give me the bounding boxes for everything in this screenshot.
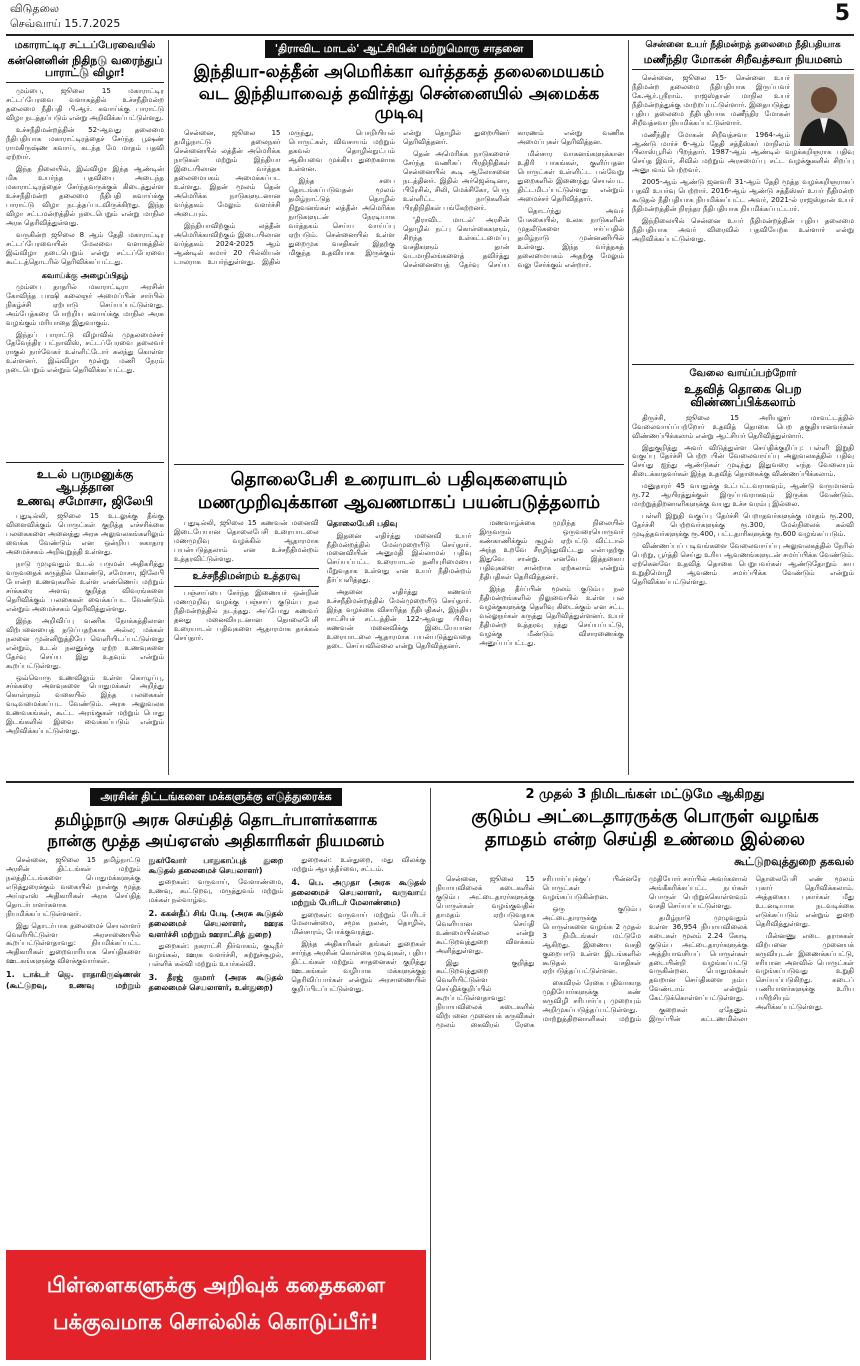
paragraph: இந்தியாவிற்கும் லத்தீன் அமெரிக்காவிற்கும் இடையிலான வர்த்தகம் 2024-2025 ஆம் ஆண்டில் சுமார் 20 பில்லியன் டாலராக உயர்ந்துள்ளது. இதில் மருந்து, பொறியியல் பொருட்கள், விவசாயம் மற்றும் தகவல் தொழில்நுட்பம் ஆகியவை முக்கிய துறைகளாக உள்ளன. — [174, 129, 395, 266]
section-rule — [6, 781, 854, 783]
separator — [6, 462, 164, 463]
separator — [174, 464, 624, 465]
article-kicker: அரசின் திட்டங்களை மக்களுக்கு எடுத்துரைக்க — [90, 788, 341, 806]
side-label: உச்சநீதிமன்றம் உத்தரவு — [174, 568, 319, 587]
article-phone-evidence — [174, 470, 624, 775]
paragraph: இந்த அதிகாரிகள் தங்கள் துறைகள் சார்ந்த அரசின் கொள்கை முடிவுகள், புதிய திட்டங்கள் மற்றும் சாதனைகள் குறித்து ஊடகங்கள் வழியாக மக்களுக்குத் தெரிவிப்பார்கள் என்றும் அரசாணையில் குறிப்பிடப்பட்டுள்ளது. — [291, 940, 426, 994]
article-headline: குடும்ப அட்டைதாரருக்கு பொருள் வழங்க — [471, 805, 819, 827]
article-headline: மணீந்திர மோகன் சிறீவத்சவா நியமனம் — [632, 54, 854, 70]
appointee-item: 2. ககன்தீப் சிங் பேடி (அரசு கூடுதல் தலைமைச் செயலாளர், ஊரக வளர்ச்சி மற்றும் ஊராட்சித் துறை) — [148, 909, 284, 939]
paragraph: சென்னை, ஜூலை 15 நியாயவிலைக் கடைகளில் குடும்ப அட்டைதாரர்களுக்கு பொருள்கள் வழங்குவதில் தாமதம் ஏற்படுவதாக வெளியான செய்தி உண்மையில்லை என்று கூட்டுறவுத்துறை விளக்கம் அளித்துள்ளது. — [436, 874, 535, 955]
paragraph: சென்னை, ஜூலை 15 தமிழ்நாட்டு அரசின் திட்டங்கள் மற்றும் நலத்திட்டங்களை பொதுமக்களுக்கு எடுத்துரைக்கும் வகையில் நான்கு மூத்த அய்ஏஎஸ் அதிகாரிகள் அரசு செய்தித் தொடர்பாளர்களாக நியமிக்கப்பட்டுள்ளனர். — [6, 855, 141, 918]
subheading: தொலைபேசி பதிவு — [326, 519, 398, 529]
article-headline: இந்தியா-லத்தீன் அமெரிக்கா வர்த்தகத் தலைமையகம் — [193, 62, 605, 83]
article-headline: உதவித் தொகை பெற விண்ணப்பிக்கலாம் — [684, 381, 802, 410]
page-number: 5 — [834, 1, 850, 26]
article-kicker: மகாராட்டிர சட்டப்பேரவையில் — [14, 40, 156, 51]
paragraph: இது குறித்து கூட்டுறவுத்துறை வெளியிட்டுள்ள செய்திக்குறிப்பில் கூறப்பட்டுள்ளதாவது: நியாயவிலைக் கடைகளில் விற்பனை முனையக் கருவிகள் மூலம் கைவிரல் ரேகை சரிபார்ப்புக்குப் பின்னரே பொருட்கள் வழங்கப்படுகின்றன. — [436, 874, 641, 1030]
paragraph: மும்பை, ஜூலை 15 மகாராட்டிர சட்டப்பேரவை வளாகத்தில் உச்சநீதிமன்ற தலைமை நீதிபதி பி.ஆர். கவாய்க்கு பாராட்டு விழா நடத்தப்படும் என்று அறிவிக்கப்பட்டுள்ளது. — [6, 87, 164, 123]
article-body — [174, 519, 624, 764]
paragraph: உச்சநீதிமன்றத்தின் 52-ஆவது தலைமை நீதிபதியாக மகாராட்டிரத்தைச் சேர்ந்த பூஷண் ராமகிருஷ்ண கவாய், கடந்த மே மாதம் பதவி ஏற்றார். — [6, 126, 164, 162]
article-unemployment — [632, 368, 854, 778]
paragraph: பள்ளி இறுதி வகுப்பு தேர்ச்சி பெறாதவர்களுக்கு மாதம் ரூ.200, தேர்ச்சி பெற்றவர்களுக்கு ரூ.300, மேல்நிலைக் கல்வி முடித்தவர்களுக்கு ரூ.400, பட்டதாரிகளுக்கு ரூ.600 வழங்கப்படும். — [632, 512, 854, 539]
paragraph: பஞ்சாப்பை சேர்ந்த இணையர் ஒன்றின் மணமுறிவு வழக்கு பஞ்சாப் குடும்ப நல நீதிமன்றத்தில் நடந்தது. அப்போது கணவர் தனது மனைவியுடனான தொலைபேசி உரையாடல் பதிவுகளை ஆதாரமாக தாக்கல் செய்தார். — [174, 588, 319, 642]
paragraph: இந்தப் பாராட்டு விழாவில் முதலமைச்சர் தேவேந்திர பட்நாவிஸ், சட்டப்பேரவை தலைவர் ராகுல் நார்வேகர் உள்ளிட்டோர் கலந்து கொள்ள உள்ளனர். இவ்விழா மூன்று மணி நேரம் நடைபெறும் என்றும் தெரிவிக்கப்பட்டது. — [6, 330, 164, 375]
paragraph: துறைகள்: நகராட்சி நிர்வாகம், குடிநீர் வழங்கல், ஊரக வளர்ச்சி, சுற்றுச்சூழல், பள்ளிக் கல்வி மற்றும் உயர்கல்வி. — [148, 941, 284, 968]
article-headline: மணமுறிவுக்கான ஆவணமாகப் பயன்படுத்தலாம் — [197, 492, 601, 514]
paragraph: மும்பை தாதரில் மகாராட்டிரா அரசின் கோவிந்த பாஷி கலைஞர் அமைப்பின் சார்பில் நிகழ்ச்சி ஏற்பாடு செய்யப்பட்டுள்ளது. அம்பேத்கரை போற்றிய கவாய்க்கு மாநில அரசு வழங்கும் மரியாதை இதுவாகும். — [6, 282, 164, 327]
paragraph: துறைகள்: உள்துறை, மது விலக்கு மற்றும் ஆயத்தீர்வை, சட்டம். — [291, 855, 426, 873]
article-samosa — [6, 468, 164, 778]
article-felicitation — [6, 40, 164, 458]
masthead-rule — [6, 34, 854, 36]
paragraph: இந்த சபை தொடங்கப்படுவதன் மூலம் தமிழ்நாட்டுத் தொழில் நிறுவனங்கள் லத்தீன் அமெரிக்க நாடுகளுடன் நேரடியாக வர்த்தகம் செய்ய வாய்ப்பு ஏற்படும். சென்னையில் உள்ள துறைமுக வசதிகள் இதற்கு மிகுந்த உதவியாக இருக்கும் என்று தொழில் துறையினர் தெரிவித்தனர். — [288, 129, 510, 257]
article-chief-justice — [632, 40, 854, 360]
masthead — [0, 0, 860, 34]
article-body — [6, 512, 164, 736]
paragraph: புதுடில்லி, ஜூலை 15 உடலுக்கு தீங்கு விளைவிக்கும் பொருட்கள் குறித்த எச்சரிக்கை பலகைகளை அனைத்து அரசு அலுவலகங்களிலும் வைக்க வேண்டும் என ஒன்றிய சுகாதார அமைச்சகம் அறிவுறுத்தி உள்ளது. — [6, 512, 164, 557]
paragraph: வருகின்ற ஜூலை 8 ஆம் தேதி மகாராட்டிர சட்டப்பேரவையின் மேலவை வளாகத்தில் இவ்விழா நடைபெறும் என்று சட்டப்பேரவை கூட்டத்தொடரில் தெரிவிக்கப்பட்டது. — [6, 230, 164, 266]
article-headline: உணவு சமோசா, ஜிலேபி — [16, 493, 154, 508]
article-headline: தாமதம் என்ற செய்தி உண்மை இல்லை — [485, 828, 805, 850]
article-ias-spokespersons — [6, 788, 426, 1243]
banner-line: பிள்ளைகளுக்கு அறிவுக் கதைகளை — [46, 1273, 386, 1297]
red-banner — [6, 1250, 426, 1360]
judge-photo — [794, 74, 854, 146]
issue-date: செவ்வாய் 15.7.2025 — [10, 17, 121, 30]
paragraph: இதனை எதிர்த்து மனைவி உயர் நீதிமன்றத்தில் மேல்முறையீடு செய்தார். மனைவியின் அனுமதி இல்லாமல் பதிவு செய்யப்பட்ட உரையாடல் தனியுரிமையை மீறுவதாக உள்ளது என உயர் நீதிமன்றம் தீர்ப்பளித்தது. — [326, 531, 472, 585]
article-kicker: 'திராவிட மாடல்' ஆட்சியின் மற்றுமொரு சாதனை — [265, 40, 533, 58]
paragraph: துறைகள்: வருவாய், வேளாண்மை, உணவு, கூட்டுறவு, மருத்துவம் மற்றும் மக்கள் நல்வாழ்வு. — [148, 878, 284, 905]
separator — [632, 364, 854, 365]
paragraph: கைவிரல் ரேகை பதிவாகாத முதியோர்களுக்கு கண் கருவிழி சரிபார்ப்பு முறையும் அறிமுகப்படுத்தப்பட்டுள்ளது. மாற்றுத்திறனாளிகள் மற்றும் முதியோர் சார்பில் அவர்களால் அங்கீகரிக்கப்பட்ட நபர்கள் பொருள் பெற்றுக்கொள்ளவும் வசதி செய்யப்பட்டுள்ளது. — [542, 874, 748, 1024]
appointee-item: 4. பெ. அமுதா (அரசு கூடுதல் தலைமைச் செயலாளர், வருவாய் மற்றும் பேரிடர் மேலாண்மை) — [291, 877, 426, 908]
paragraph: விண்ணப்பப் படிவங்களை வேலைவாய்ப்பு அலுவலகத்தில் நேரில் பெற்று, பூர்த்தி செய்து உரிய ஆவணங்களுடன் சமர்ப்பிக்க வேண்டும். ஏற்கெனவே உதவித் தொகை பெறுபவர்கள் ஆண்டுதோறும் சுய உறுதிமொழி ஆவணம் சமர்ப்பிக்க வேண்டும் என்றும் தெரிவிக்கப்பட்டுள்ளது. — [632, 542, 854, 586]
article-headline: நான்கு மூத்த அய்ஏஎஸ் அதிகாரிகள் நியமனம் — [47, 830, 385, 850]
paragraph: இந்த தீர்ப்பின் மூலம் குடும்ப நல நீதிமன்றங்களில் நிலுவையில் உள்ள பல வழக்குகளுக்கு தெளிவு கிடைக்கும் என சட்ட வல்லுநர்கள் கருத்து தெரிவித்துள்ளனர். உயர் நீதிமன்ற உத்தரவு ரத்து செய்யப்பட்டு, வழக்கு மீண்டும் விசாரணைக்கு அனுப்பப்பட்டது. — [479, 584, 624, 647]
side-label: கூட்டுறவுத்துறை தகவல் — [734, 854, 854, 868]
paragraph: தமிழ்நாடு முழுவதும் உள்ள 36,954 நியாயவிலைக் கடைகள் மூலம் 2.24 கோடி குடும்ப அட்டைதாரர்களுக்கு அத்தியாவசியப் பொருள்கள் தடையின்றி வழங்கப்பட்டு வருகின்றன. பொதுமக்கள் தவறான செய்திகளை நம்ப வேண்டாம் என்றும் கேட்டுக்கொள்ளப்பட்டுள்ளது. — [649, 913, 748, 1003]
kicker-wrap — [6, 788, 426, 806]
article-kicker: வேலை வாய்ப்பற்றோர் — [689, 368, 797, 379]
article-headline: வட இந்தியாவைத் தவிர்த்து சென்னையில் அமைக்க முடிவு — [198, 84, 600, 124]
paragraph: திருச்சி, ஜூலை 15 அரியலூர் மாவட்டத்தில் வேலைவாய்ப்பற்றோர் உதவித் தொகை பெற தகுதியானவர்கள் விண்ணப்பிக்கலாம் என்று ஆட்சியர் தெரிவித்துள்ளார். — [632, 413, 854, 440]
appointee-item: 3. தீரஜ் குமார் (அரசு கூடுதல் தலைமைச் செயலாளர், உள்துறை) — [148, 972, 284, 993]
paragraph: சென்னை, ஜூலை 15- சென்னை உயர் நீதிமன்ற தலைமை நீதிபதியாக இருப்பவர் கே.ஆர்.ஸ்ரீராம். ராஜஸ்தான் மாநில உயர் நீதிமன்றத்துக்கு மாற்றப்பட்டுள்ளார். இதையடுத்து புதிய தலைமை நீதிபதியாக மணீந்திர மோகன் சிறீவத்சவா நியமிக்கப்பட்டுள்ளார். — [632, 73, 790, 127]
banner-line: பக்குவமாக சொல்லிக் கொடுப்பீர்! — [52, 1309, 380, 1334]
paragraph: தென் அமெரிக்க நாடுகளைச் சேர்ந்த வணிகப் பிரதிநிதிகள் சென்னையில் கூடி ஆலோசனை நடத்தினர். இதில் அர்ஜென்டினா, பிரேசில், சிலி, மெக்சிகோ, பெரு உள்ளிட்ட நாடுகளின் பிரதிநிதிகள் பங்கேற்றனர். — [403, 150, 510, 212]
paragraph: மின்னணு எடை தராசுகள் விற்பனை முனையக் கருவியுடன் இணைக்கப்பட்டு, சரியான அளவில் பொருட்கள் வழங்கப்படுவது உறுதி செய்யப்படுகிறது. கடைப் பணியாளர்களுக்கு உரிய பயிற்சியும் அளிக்கப்பட்டுள்ளது. — [755, 931, 854, 1012]
paragraph: மணவாழ்க்கை முறிந்த நிலையில் இருவரும் ஒருவரையொருவர் கண்காணிக்கும் சூழல் ஏற்பட்டு விட்டால் அந்த உறவே சீரழிந்துவிட்டது என்பதற்கு இதுவே சான்று. எனவே இத்தகைய பதிவுகளை சான்றாக ஏற்கலாம் என்றும் நீதிபதிகள் தெரிவித்தனர். — [479, 519, 624, 582]
article-headline: கன்னெனின் நிதிநடு வரைந்துப் பாராட்டு விழா! — [6, 55, 164, 84]
paragraph: துறைகள்: வருவாய் மற்றும் பேரிடர் மேலாண்மை, சமூக நலன், தொழில், மின்சாரம், போக்குவரத்து. — [291, 910, 426, 937]
paragraph: இந்த நிலையில், இவ்விழா இந்த ஆண்டின் மிக உயர்ந்த பதவியை அடைந்த மகாராட்டிரத்தைச் சேர்ந்தவருக்குக் கிடைத்துள்ள உச்சநீதிமன்ற தலைமை நீதிபதி கவாய்க்கு பாராட்டு விழா நடத்தப்படவிருக்கிறது. இந்த விழா சட்டமன்றத்தில் நடைபெறும் என்று மாநில அரசு தெரிவித்துள்ளது. — [6, 165, 164, 227]
subheading: கவாய்க்கு அழைப்பிதழ் — [41, 270, 129, 280]
kicker-wrap — [174, 40, 624, 58]
paragraph: மின்சார வாகனங்களுக்கான உதிரி பாகங்கள், குளிர்பதன பொருட்கள் உள்ளிட்ட பல்வேறு துறைகளில் இணைந்து செயல்பட திட்டமிடப்பட்டுள்ளது என்றும் அமைச்சர் தெரிவித்தார். — [517, 150, 624, 203]
paragraph: நாடு முழுவதும் உடல் பருமன் அதிகரித்து வருவதைக் கருத்தில் கொண்டு, சமோசா, ஜிலேபி போன்ற உணவுகளில் உள்ள எண்ணெய் மற்றும் சர்க்கரை அளவு குறித்த விவரங்களை தெரிவிக்கும் பலகைகள் வைக்கப்பட வேண்டும் என்றும் அமைச்சகம் தெரிவித்துள்ளது. — [6, 560, 164, 613]
paragraph: அதனை எதிர்த்து கணவர் உச்சநீதிமன்றத்தில் மேல்முறையீடு செய்தார். இந்த வழக்கை விசாரித்த நீதிபதிகள், இந்திய சாட்சியச் சட்டத்தின் 122-ஆவது பிரிவு கணவன் மனைவிக்கு இடையேயான உரையாடலை ஆதாரமாக பயன்படுத்துவதை தடை செய்யவில்லை என்று தெரிவித்தனர். — [326, 588, 472, 650]
article-headline: உடல் பருமனுக்கு ஆபத்தான — [36, 468, 134, 495]
paragraph: இந்த அறிவிப்பு வணிக நோக்கத்திலான விற்பனையைத் தடுப்பதற்காக அல்ல; மக்கள் நலனை முன்னிறுத்தியே வெளியிடப்பட்டுள்ளது என்றும், உடல் நலனுக்கு ஏற்ற உணவுகளை தேர்வு செய்ய இது உதவும் என்றும் கூறப்பட்டுள்ளது. — [6, 616, 164, 670]
divider-right — [628, 40, 629, 775]
paragraph: ஒரு குடும்ப அட்டைதாரருக்கு பொருள்களை வழங்க 2 முதல் 3 நிமிடங்கள் மட்டுமே ஆகிறது. இணைய வசதி குறைபாடு உள்ள இடங்களில் கூடுதல் வசதிகள் ஏற்படுத்தப்பட்டுள்ளன. — [542, 904, 641, 976]
article-body — [6, 856, 426, 1241]
divider-bottom — [430, 788, 431, 1360]
article-body — [174, 129, 624, 460]
paragraph: இது தொடர்பாக தலைமைச் செயலாளர் வெளியிட்டுள்ள அரசாணையில் கூறப்பட்டுள்ளதாவது: நியமிக்கப்பட்ட அதிகாரிகள் துறைவாரியாக செய்திகளை ஊடகங்களுக்கு விளக்குவார்கள். — [6, 921, 141, 966]
paragraph: இதுகுறித்து அவர் விடுத்துள்ள செய்திக்குறிப்பு: பள்ளி இறுதி வகுப்பு தேர்ச்சி பெற்ற பின் வேலைவாய்ப்பு அலுவலகத்தில் பதிவு செய்து ஐந்து ஆண்டுகள் முடிந்து இதுவரை எந்த வேலையும் கிடைக்காதவர்கள் இந்த உதவித் தொகைக்கு விண்ணப்பிக்கலாம். — [632, 443, 854, 479]
article-headline: தொலைபேசி உரையாடல் பதிவுகளையும் — [230, 470, 568, 490]
article-ration-card — [436, 788, 854, 1360]
paragraph: தொடர்ந்து அவர் பேசுகையில், உலக நாடுகளின் முதலீடுகளை ஈர்ப்பதில் தமிழ்நாடு முன்னணியில் உள்ளது. இந்த வர்த்தகத் தலைமையகம் அதற்கு மேலும் வலு சேர்க்கும் என்றார். — [517, 206, 624, 269]
article-body — [436, 875, 854, 1345]
article-body — [632, 414, 854, 587]
article-headline: தமிழ்நாடு அரசு செய்தித் தொடர்பாளர்களாக — [54, 810, 378, 830]
article-kicker: 2 முதல் 3 நிமிடங்கள் மட்டுமே ஆகிறது — [525, 788, 765, 802]
paragraph: மனுதாரர் 45 வயதுக்கு உட்பட்டவராகவும், ஆண்டு வருமானம் ரூ.72 ஆயிரத்துக்குள் இருப்பவராகவும் இருக்க வேண்டும். மாற்றுத்திறனாளிகளுக்கு வயது உச்ச வரம்பு இல்லை. — [632, 482, 854, 509]
article-kicker: சென்னை உயர் நீதிமன்றத் தலைமை நீதிபதியாக — [645, 40, 841, 50]
paper-name: விடுதலை — [10, 2, 60, 15]
appointee-item: 1. டாக்டர் ஜெ. ராதாகிருஷ்ணன் (கூட்டுறவு, உணவு மற்றும் நுகர்வோர் பாதுகாப்புத் துறை கூடுதல் தலைமைச் செயலாளர்) — [6, 855, 284, 990]
portrait-icon — [794, 74, 854, 146]
paragraph: மணீந்திர மோகன் சிறீவத்சவா 1964-ஆம் ஆண்டு மார்ச் 6-ஆம் தேதி சத்தீஸ்கர் மாநிலம் பிலாஸ்பூரில் பிறந்தார். 1987-ஆம் ஆண்டில் வழக்கறிஞராக பதிவு செய்த இவர், சிவில் மற்றும் அரசமைப்பு சட்ட வழக்குகளில் சிறப்பு அனுபவம் பெற்றவர். — [632, 130, 854, 175]
paragraph: ஒவ்வொரு உணவிலும் உள்ள கொழுப்பு, சர்க்கரை அளவுகளை பொதுமக்கள் அறிந்து கொள்ளும் வகையில் இந்த பலகைகள் வடிவமைக்கப்பட வேண்டும். அரசு அலுவலக உணவகங்கள், கூட்ட அரங்குகள் மற்றும் பொது இடங்களில் இவை வைக்கப்படும் என்றும் அறிவிக்கப்பட்டுள்ளது. — [6, 673, 164, 736]
divider-left — [168, 40, 169, 775]
paragraph: 2005-ஆம் ஆண்டு ஜனவரி 31-ஆம் தேதி மூத்த வழக்கறிஞராகப் பதவி உயர்வு பெற்றார். 2016-ஆம் ஆண்டு சத்தீஸ்கர் உயர் நீதிமன்ற கூடுதல் நீதிபதியாக நியமிக்கப்பட்ட அவர், 2021-ல் ராஜஸ்தான் உயர் நீதிமன்றத்தின் நிரந்தர நீதிபதியாக நியமிக்கப்பட்டார். — [632, 178, 854, 214]
paragraph: குறைகள் ஏதேனும் இருப்பின் கட்டணமில்லா தொலைபேசி எண் மூலம் புகார் தெரிவிக்கலாம். அத்தகைய புகார்கள் மீது உடனடியாக நடவடிக்கை எடுக்கப்படும் என்றும் துறை தெரிவித்துள்ளது. — [649, 874, 854, 1024]
paragraph: சென்னை, ஜூலை 15 தமிழ்நாட்டு தலைநகர் சென்னையில் லத்தீன் அமெரிக்க நாடுகள் மற்றும் இந்தியா இடையிலான வர்த்தக தலைமையகம் அமைக்கப்பட உள்ளது. இதன் மூலம் தென் அமெரிக்க நாடுகளுடனான வர்த்தகம் மேலும் வளர்ச்சி அடையும். — [174, 129, 281, 218]
article-body — [6, 87, 164, 375]
paragraph: புதுடில்லி, ஜூலை 15 கணவன் மனைவி இடையேயான தொலைபேசி உரையாடலை மணமுறிவு வழக்கில் ஆதாரமாக பயன்படுத்தலாம் என உச்சநீதிமன்றம் உத்தரவிட்டுள்ளது. — [174, 519, 319, 564]
article-trade-hq — [174, 40, 624, 460]
paragraph: இந்நிலையில் சென்னை உயர் நீதிமன்றத்தின் புதிய தலைமை நீதிபதியாக அவர் விரைவில் பதவியேற்க உள்ளார் என்று அறிவிக்கப்பட்டுள்ளது. — [632, 217, 854, 244]
paragraph: 'திராவிட மாடல்' அரசின் தொழில் நட்பு கொள்கைகளும், சிறந்த உள்கட்டமைப்பு வசதிகளும் தான் வடமாநிலங்களைத் தவிர்த்து சென்னையைத் தேர்வு செய்ய காரணம் என்று வணிக அமைப்புகள் தெரிவித்தன. — [403, 129, 624, 269]
